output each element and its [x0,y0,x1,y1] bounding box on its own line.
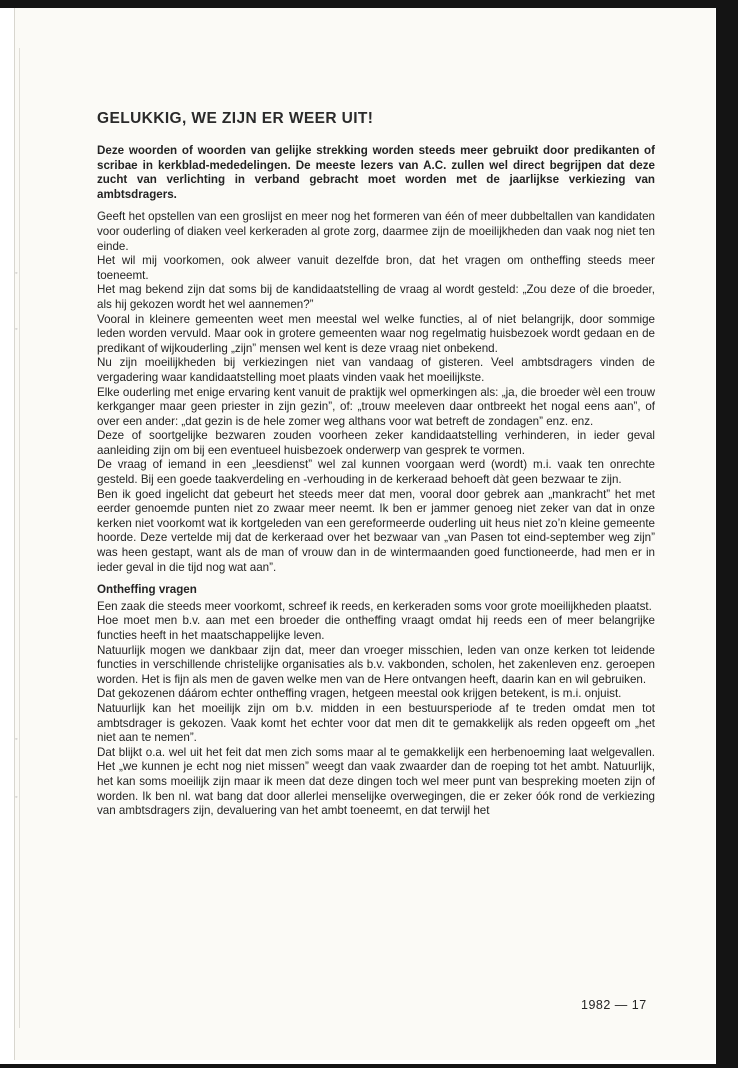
article-paragraph: Het wil mij voorkomen, ook alweer vanuit dezelfde bron, dat het vragen om ontheffing steeds meer toeneemt. [97,254,655,282]
section-paragraph: Dat blijkt o.a. wel uit het feit dat men zich soms maar al te gemakkelijk een herbenoeming laat welgevallen. Het „we kunnen je echt nog niet missen” weegt dan vaak zwaarder dan de roeping tot het ambt. Natuurlijk, het kan soms moeilijk zijn maar ik meen dat deze dingen toch wel meer punt van bespreking moeten zijn of worden. Ik ben nl. wat bang dat door allerlei menselijke overwegingen, die er zeker óók rond de verkiezing van ambtsdragers zijn, devaluering van het ambt toeneemt, en dat terwijl het [97,745,655,818]
binding-hole-mark: ◦ [15,736,18,743]
article-paragraph: Deze of soortgelijke bezwaren zouden voorheen zeker kandidaatstelling verhinderen, in ieder geval aanleiding zijn om bij een eventueel huisbezoek onderwerp van gesprek te vormen. [97,429,655,457]
binding-hole-mark: ◦ [15,326,18,333]
article-title: GELUKKIG, WE ZIJN ER WEER UIT! [97,110,374,127]
article-paragraph: Geeft het opstellen van een groslijst en meer nog het formeren van één of meer dubbeltallen van kandidaten voor ouderling of diaken veel kerkeraden al grote zorg, daarmee zijn de moeilijkheden dan vaak nog niet ten einde. [97,210,655,253]
article-paragraph: Ben ik goed ingelicht dat gebeurt het steeds meer dat men, vooral door gebrek aan „mankracht” het met eerder genoemde punten niet zo zwaar meer neemt. Ik ben er jammer genoeg niet zeker van dat in onze kerken niet voorkomt wat ik kortgeleden van een gereformeerde ouderling uit heus niet zo’n kleine gemeente hoorde. Deze vertelde mij dat de kerkeraad over het bezwaar van „van Pasen tot eind-september weg zijn” was heen gestapt, want als de man of vrouw dan in de wintermaanden goed functioneerde, had men er in ieder geval in die tijd nog wat aan”. [97,487,655,574]
section-paragraph: Hoe moet men b.v. aan met een broeder die ontheffing vraagt omdat hij reeds een of meer belangrijke functies heeft in het maatschappelijke leven. [97,614,655,642]
section-paragraph: Natuurlijk kan het moeilijk zijn om b.v. midden in een bestuursperiode af te treden omdat men tot ambtsdrager is gekozen. Vaak komt het echter voor dat men dit te gemakkelijk als reden opgeeft om „het niet aan te nemen”. [97,701,655,745]
scan-border-right [716,0,738,1068]
article-paragraph: Vooral in kleinere gemeenten weet men meestal wel welke functies, al of niet belangrijk, door sommige leden worden vervuld. Maar ook in grotere gemeenten waar nog regelmatig huisbezoek wordt gedaan en de predikant of wijkouderling „zijn” mensen wel kent is deze vraag niet onbekend. [97,312,655,355]
scan-border-bottom [0,1064,738,1068]
article-paragraph: Elke ouderling met enige ervaring kent vanuit de praktijk wel opmerkingen als: „ja, die broeder wèl een trouw kerkganger maar geen priester in zijn gezin”, of: „trouw meeleven daar ontbreekt het nogal eens aan”, of over een ander: „dat gezin is de hele zomer weg althans voor wat betreft de zondagen” enz. enz. [97,385,655,428]
section-paragraph: Natuurlijk mogen we dankbaar zijn dat, meer dan vroeger misschien, leden van onze kerken tot leidende functies in verschillende christelijke organisaties als b.v. vakbonden, scholen, het zakenleven enz. geroepen worden. Het is fijn als men de gaven welke men van de Here ontvangen heeft, daarin kan en wil gebruiken. [97,643,655,686]
article-paragraph: Nu zijn moeilijkheden bij verkiezingen niet van vandaag of gisteren. Veel ambtsdragers vinden de vergadering waar kandidaatstelling moet plaats vinden vaak het moeilijkste. [97,356,655,384]
section-paragraph: Dat gekozenen dáárom echter ontheffing vragen, hetgeen meestal ook krijgen betekent, is m.i. onjuist. [97,687,622,701]
article-paragraph: Het mag bekend zijn dat soms bij de kandidaatstelling de vraag al wordt gesteld: „Zou deze of die broeder, als hij gekozen wordt het wel aannemen?” [97,283,655,311]
section-heading: Ontheffing vragen [97,583,197,597]
scan-border-top [0,0,738,8]
article [97,110,655,819]
page-edge-line [19,48,20,1028]
page-folio: 1982 — 17 [581,998,647,1012]
article-lead: Deze woorden of woorden van gelijke strekking worden steeds meer gebruikt door predikanten of scribae in kerkblad-mededelingen. De meeste lezers van A.C. zullen wel direct begrijpen dat deze zucht van verlichting in verband gebracht moet worden met de jaarlijkse verkiezing van ambtsdragers. [97,144,655,201]
binding-hole-mark: ◦ [15,270,18,277]
section-paragraph: Een zaak die steeds meer voorkomt, schreef ik reeds, en kerkeraden soms voor grote moeilijkheden plaatst. [97,599,652,613]
binding-hole-mark: ◦ [15,794,18,801]
article-paragraph: De vraag of iemand in een „leesdienst” wel zal kunnen voorgaan werd (wordt) m.i. vaak ten onrechte gesteld. Bij een goede taakverdeling en -verhouding in de kerkeraad behoeft dàt geen bezwaar te zijn. [97,458,655,487]
magazine-page [14,8,715,1060]
